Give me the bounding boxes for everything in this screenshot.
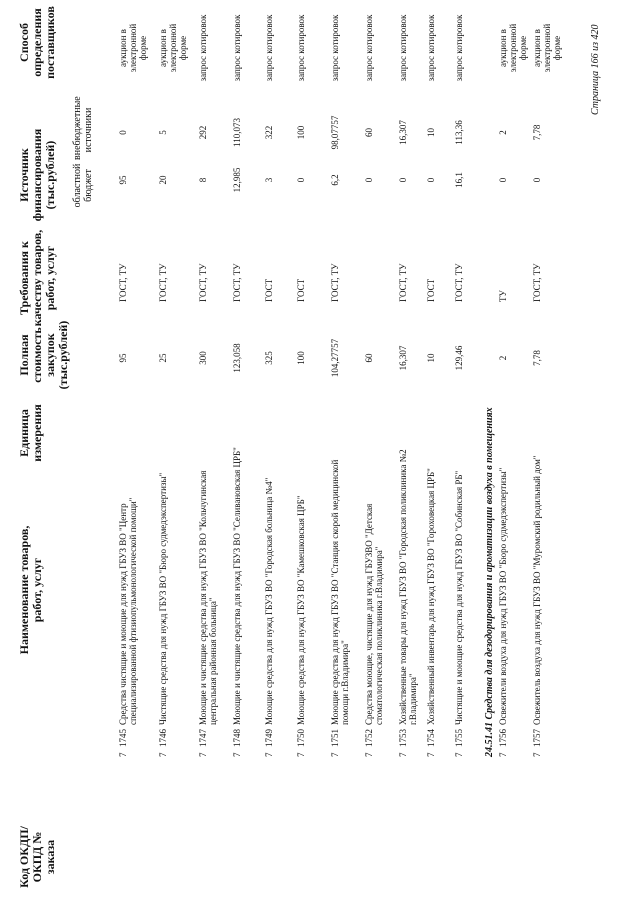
- row-requirements: ГОСТ: [296, 278, 306, 302]
- row-regional: 0: [364, 177, 374, 183]
- row-method: запрос котировок: [330, 14, 340, 82]
- row-number: 1748: [232, 729, 242, 747]
- row-cost: 129,46: [454, 345, 464, 371]
- row-method: аукцион в электронной форме: [118, 23, 148, 73]
- row-name: Моющие и чистящие средства для нужд ГБУЗ ВО "Кольчугинская центральная районная больница": [198, 470, 218, 725]
- row-cost: 123,058: [232, 343, 242, 373]
- header-cost: Полная стоимость закупок (тыс.рублей): [17, 320, 70, 390]
- header-sources: Источник финансирования (тыс.рублей): [17, 128, 57, 222]
- row-name: Моющие средства для нужд ГБУЗ ВО "Городская больница №4": [264, 477, 274, 725]
- row-name: Средства чистящие и моющие для нужд ГБУЗ ВО "Центр специализированной фтизиопульмонологической помощи": [118, 497, 138, 725]
- row-code: 7: [532, 752, 542, 757]
- row-regional: 12,985: [232, 167, 242, 193]
- row-requirements: ТУ: [498, 290, 508, 302]
- row-code: 7: [158, 752, 168, 757]
- row-method: запрос котировок: [264, 14, 274, 82]
- row-extra: 100: [296, 125, 306, 140]
- header-requirements: Требования к качеству товаров, работ, услуг: [17, 229, 57, 327]
- row-extra: 0: [118, 130, 128, 135]
- row-method: запрос котировок: [296, 14, 306, 82]
- row-cost: 7,78: [532, 350, 542, 366]
- row-regional: 95: [118, 175, 128, 185]
- row-cost: 60: [364, 353, 374, 363]
- row-method: запрос котировок: [454, 14, 464, 82]
- row-name: Освежители воздуха для нужд ГБУЗ ВО "Бюро судмедэкспертизы": [498, 467, 508, 725]
- row-requirements: ГОСТ, ТУ: [330, 263, 340, 302]
- row-number: 1753: [398, 729, 408, 747]
- row-requirements: ГОСТ, ТУ: [198, 263, 208, 302]
- row-cost: 104,27757: [330, 338, 340, 378]
- row-name: Моющие средства для нужд ГБУЗ ВО "Станция скорой медицинской помощи г.Владимира": [330, 459, 350, 725]
- row-regional: 16,1: [454, 172, 464, 188]
- header-method: Способ определения поставщиков: [17, 6, 57, 79]
- row-method: аукцион в электронной форме: [498, 23, 528, 73]
- row-regional: 20: [158, 175, 168, 185]
- row-cost: 10: [426, 353, 436, 363]
- row-regional: 0: [296, 177, 306, 183]
- row-cost: 100: [296, 351, 306, 365]
- row-code: 7: [264, 752, 274, 757]
- row-regional: 8: [198, 177, 208, 183]
- row-extra: 110,073: [232, 118, 242, 147]
- row-extra: 2: [498, 130, 508, 135]
- row-name: Чистящие средства для нужд ГБУЗ ВО "Бюро судмедэкспертизы": [158, 472, 168, 725]
- row-code: 7: [118, 752, 128, 757]
- row-requirements: ГОСТ, ТУ: [118, 263, 128, 302]
- row-number: 1755: [454, 729, 464, 747]
- row-number: 1756: [498, 729, 508, 747]
- row-number: 1750: [296, 729, 306, 747]
- row-name: Средства моющие, чистящие для нужд ГБУЗВО "Детская стоматологическая поликлиника г.Владимира": [364, 503, 384, 725]
- row-name: Хозяйственные товары для нужд ГБУЗ ВО "Городская поликлиника №2 г.Владимира": [398, 449, 418, 725]
- row-extra: 10: [426, 128, 436, 137]
- row-method: запрос котировок: [426, 14, 436, 82]
- row-name: Чистящие и моющие средства для нужд ГБУЗ ВО "Собинская РБ": [454, 470, 464, 725]
- row-regional: 0: [532, 177, 542, 183]
- row-code: 7: [426, 752, 436, 757]
- row-requirements: ГОСТ, ТУ: [454, 263, 464, 302]
- row-extra: 16,307: [398, 120, 408, 145]
- row-number: 1752: [364, 729, 374, 747]
- row-regional: 6,2: [330, 174, 340, 186]
- header-source-extra: внебюджетные источники: [72, 96, 94, 160]
- row-number: 1757: [532, 729, 542, 747]
- row-cost: 300: [198, 351, 208, 365]
- page-number: Страница 166 из 420: [590, 24, 601, 115]
- row-cost: 16,307: [398, 345, 408, 371]
- row-cost: 325: [264, 351, 274, 365]
- row-code: 7: [330, 752, 340, 757]
- row-method: запрос котировок: [364, 14, 374, 82]
- row-number: 1747: [198, 729, 208, 747]
- row-name: Хозяйственный инвентарь для нужд ГБУЗ ВО "Гороховецкая ЦРБ": [426, 468, 436, 725]
- row-method: запрос котировок: [232, 14, 242, 82]
- row-method: запрос котировок: [398, 14, 408, 82]
- row-regional: 0: [426, 177, 436, 183]
- row-regional: 3: [264, 177, 274, 183]
- row-method: аукцион в электронной форме: [532, 23, 562, 73]
- row-code: 7: [296, 752, 306, 757]
- header-code: Код ОКДП/ ОКПД № заказа: [17, 826, 57, 888]
- row-extra: 60: [364, 128, 374, 137]
- row-cost: 25: [158, 353, 168, 363]
- row-regional: 0: [398, 177, 408, 183]
- row-number: 1754: [426, 729, 436, 747]
- row-extra: 5: [158, 130, 168, 135]
- row-extra: 113,36: [454, 120, 464, 145]
- row-name: Моющие средства для нужд ГБУЗ ВО "Камешковская ЦРБ": [296, 495, 306, 725]
- header-unit: Единица измерения: [17, 404, 44, 462]
- row-requirements: ГОСТ, ТУ: [532, 263, 542, 302]
- row-method: запрос котировок: [198, 14, 208, 82]
- row-code: 7: [398, 752, 408, 757]
- row-requirements: ГОСТ, ТУ: [232, 263, 242, 302]
- row-code: 7: [232, 752, 242, 757]
- row-extra: 7,78: [532, 124, 542, 141]
- row-number: 1745: [118, 729, 128, 747]
- row-extra: 292: [198, 125, 208, 140]
- row-cost: 95: [118, 353, 128, 363]
- row-name: Освежитель воздуха для нужд ГБУЗ ВО "Муромский родильный дом": [532, 455, 542, 725]
- row-number: 1746: [158, 729, 168, 747]
- row-regional: 0: [498, 177, 508, 183]
- row-name: Моющие и чистящие средства для нужд ГБУЗ ВО "Селивановская ЦРБ": [232, 447, 242, 725]
- row-requirements: ГОСТ, ТУ: [158, 263, 168, 302]
- header-source-regional: областной бюджет: [72, 163, 94, 208]
- row-cost: 2: [498, 355, 508, 361]
- row-code: 7: [198, 752, 208, 757]
- group-code: 24.51.41: [484, 722, 495, 757]
- row-code: 7: [498, 752, 508, 757]
- row-extra: 322: [264, 125, 274, 140]
- row-number: 1749: [264, 729, 274, 747]
- group-heading: [484, 407, 495, 757]
- row-method: аукцион в электронной форме: [158, 23, 188, 73]
- row-code: 7: [364, 752, 374, 757]
- row-extra: 98,07757: [330, 115, 340, 150]
- header-name: Наименование товаров, работ, услуг: [17, 525, 44, 655]
- row-requirements: ГОСТ: [426, 278, 436, 302]
- row-requirements: ГОСТ, ТУ: [398, 263, 408, 302]
- row-code: 7: [454, 752, 464, 757]
- group-title: Средства для дезодорирования и ароматизации воздуха в помещениях: [484, 407, 495, 720]
- row-number: 1751: [330, 729, 340, 747]
- row-requirements: ГОСТ: [264, 278, 274, 302]
